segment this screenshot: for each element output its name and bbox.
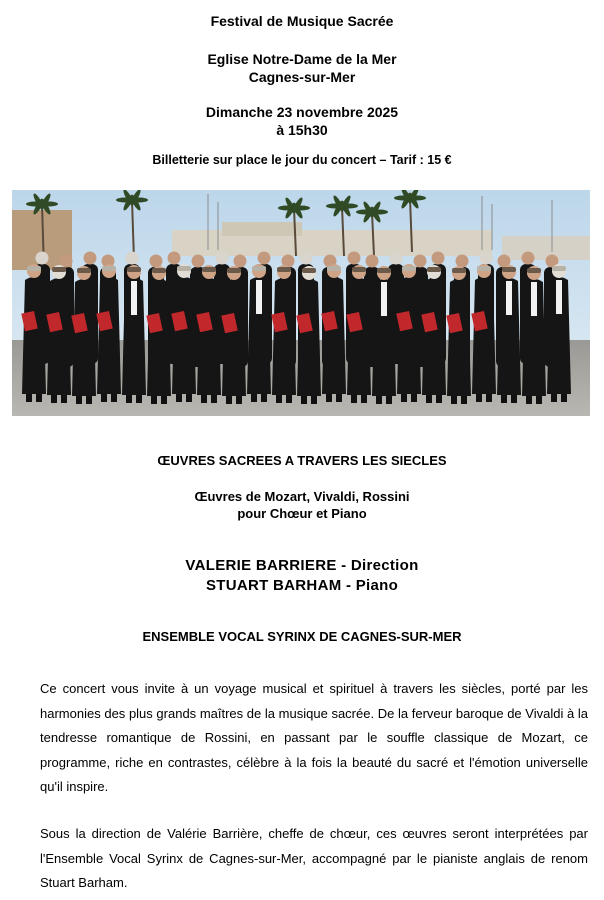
choir-singer: [171, 264, 196, 402]
program-works: Œuvres de Mozart, Vivaldi, Rossini: [194, 489, 410, 504]
concert-date: Dimanche 23 novembre 2025: [205, 104, 399, 120]
choir-singer: [21, 264, 46, 402]
choir-singer: [522, 266, 546, 404]
choir-singer: [471, 264, 496, 402]
festival-title: Festival de Musique Sacrée: [210, 13, 394, 29]
choir-singer: [96, 264, 121, 402]
ticketing-info: Billetterie sur place le jour du concert – Tarif : 15 €: [152, 153, 452, 167]
choir-photo: [12, 190, 590, 416]
choir-singer: [396, 264, 421, 402]
director-credit: VALERIE BARRIERE - Direction: [185, 557, 419, 574]
choir-singer: [346, 265, 371, 403]
choir-singer: [421, 265, 446, 403]
venue-name: Eglise Notre-Dame de la Mer: [207, 51, 397, 67]
choir-singer: [46, 265, 71, 403]
choir-singer: [122, 265, 146, 403]
choir-singer: [247, 264, 271, 402]
choir-singer: [446, 266, 471, 404]
pianist-credit: STUART BARHAM - Piano: [205, 577, 399, 594]
choir-singer: [296, 266, 321, 404]
program-instrumentation: pour Chœur et Piano: [237, 506, 367, 521]
description-paragraph-2: Sous la direction de Valérie Barrière, cheffe de chœur, ces œuvres seront interprétées par l'Ensemble Vocal Syrinx de Cagnes-sur-Mer, accompagné par le pianiste anglais de renom Stuart Barham.: [40, 826, 588, 890]
ensemble-name: ENSEMBLE VOCAL SYRINX DE CAGNES-SUR-MER: [142, 629, 462, 644]
choir-singer: [271, 265, 296, 403]
choir-singer: [497, 265, 521, 403]
venue-city: Cagnes-sur-Mer: [248, 69, 356, 85]
choir-singer: [372, 266, 396, 404]
choir-singer: [321, 264, 346, 402]
choir-singer: [146, 266, 171, 404]
choir-singer: [221, 266, 246, 404]
choir-photo-illustration: [12, 190, 590, 416]
description-paragraph-1: Ce concert vous invite à un voyage musical et spirituel à travers les siècles, porté par les harmonies des plus grands maîtres de la musique sacrée. De la ferveur baroque de Vivaldi à la tendresse romantique de Rossini, en passant par le souffle classique de Mozart, ce programme, riche en contrastes, célèbre à la fois la beauté du sacré et l'émotion universelle qu'il inspire.: [40, 681, 588, 794]
program-title: ŒUVRES SACREES A TRAVERS LES SIECLES: [157, 453, 447, 468]
choir-singer: [547, 264, 571, 402]
concert-time: à 15h30: [276, 122, 328, 138]
choir-singer: [71, 266, 96, 404]
choir-singer: [196, 265, 221, 403]
